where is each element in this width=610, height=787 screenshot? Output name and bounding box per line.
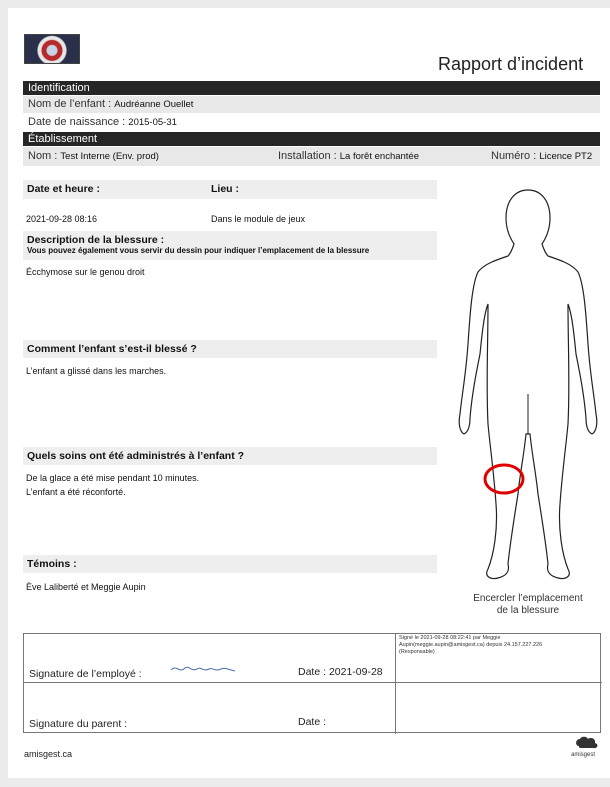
birth-date-value: 2015-05-31 [128,117,177,128]
numero-label: Numéro : [491,150,537,162]
etablissement-row [23,147,600,166]
care-line-2: L’enfant a été réconforté. [26,487,126,497]
date-lieu-header [23,180,437,199]
description-hint: Vous pouvez également vous servir du dessin pour indiquer l’emplacement de la blessure [27,246,370,255]
divider [24,682,602,683]
amisgest-logo-icon [575,736,599,750]
witness-header: Témoins : [23,555,437,573]
etab-name-label: Nom : [28,150,58,162]
child-name-value: Audréanne Ouellet [114,99,194,110]
etablissement-title: Établissement [28,133,98,145]
how-header: Comment l’enfant s’est-il blessé ? [23,340,437,358]
footer-brand: amisgest [571,752,596,758]
installation-value: La forêt enchantée [339,151,419,162]
employee-signature-label: Signature de l’employé : [29,668,142,680]
lieu-label: Lieu : [211,183,239,195]
captain-shield-logo [24,34,80,64]
date-label: Date et heure : [27,183,100,195]
signed-note-line-1: Signé le 2021-09-28 08:22:41 par Meggie [399,635,501,641]
etablissement-header [23,132,600,146]
identification-title: Identification [28,82,90,94]
etab-installation [278,147,419,166]
signed-note-line-2: Aupin(meggie.aupin@amisgest.ca) depuis 24.157.227.226 [399,642,543,648]
description-value: Écchymose sur le genou droit [26,267,145,277]
footer-site: amisgest.ca [24,749,73,759]
installation-label: Installation : [278,150,337,162]
care-line-1: De la glace a été mise pendant 10 minutes. [26,473,200,483]
date-value: 2021-09-28 08:16 [26,214,98,224]
caption-line-2: de la blessure [496,605,560,616]
injury-circle-marker [485,465,523,493]
identification-header [23,81,600,95]
description-header [23,231,437,260]
witness-value: Ève Laliberté et Meggie Aupin [26,582,146,592]
birth-date-row [23,114,600,131]
body-outline-diagram [448,184,608,586]
parent-date-label: Date : [298,716,327,728]
care-value [26,471,199,499]
caption-line-1: Encercler l’emplacement [473,593,583,604]
signature-table [23,633,601,733]
employee-date [298,666,383,678]
employee-signature-image [169,662,239,676]
divider [395,634,396,734]
etab-numero [491,147,592,166]
etab-name-value: Test Interne (Env. prod) [60,151,159,162]
how-value: L’enfant a glissé dans les marches. [26,366,167,376]
lieu-value: Dans le module de jeux [211,214,306,224]
employee-date-label: Date : [298,666,327,678]
child-name-label: Nom de l’enfant : [28,98,112,110]
care-header: Quels soins ont été administrés à l’enfant ? [23,447,437,465]
page-title: Rapport d’incident [438,54,584,74]
child-name-row [23,96,600,113]
description-label: Description de la blessure : [27,234,165,246]
employee-date-value: 2021-09-28 [328,666,383,678]
parent-signature-label: Signature du parent : [29,718,128,730]
report-page [8,8,610,778]
numero-value: Licence PT2 [539,151,593,162]
etab-name [28,147,159,166]
birth-date-label: Date de naissance : [28,116,126,128]
diagram-caption [448,593,608,617]
signed-note [399,635,597,656]
signed-note-line-3: (Responsable) [399,649,435,655]
